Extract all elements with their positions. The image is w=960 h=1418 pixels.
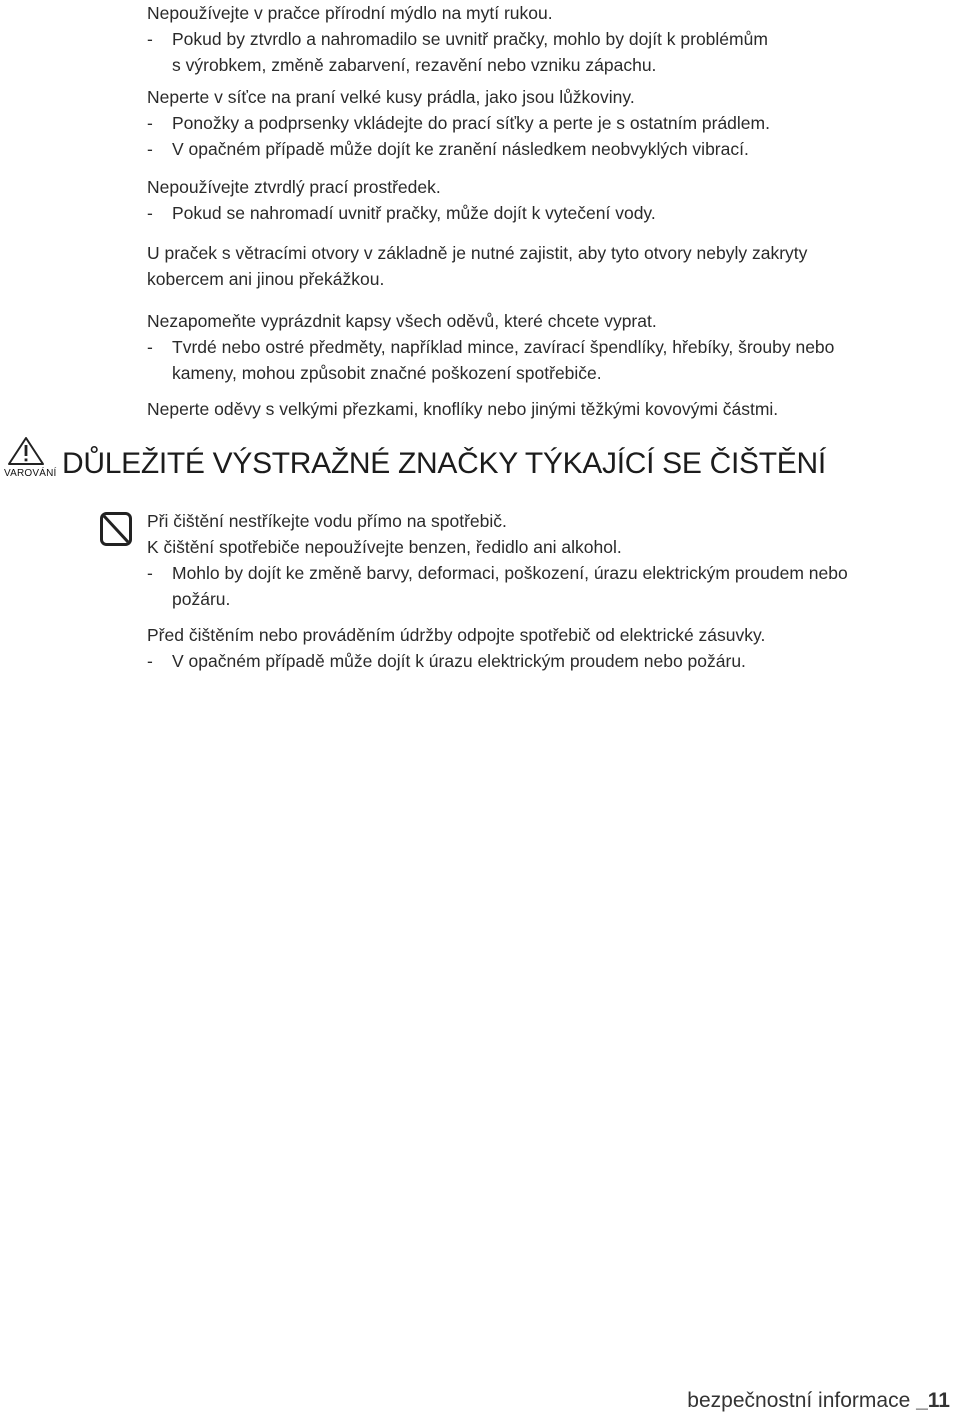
warning-triangle-icon bbox=[6, 436, 46, 466]
footer-section: bezpečnostní informace bbox=[687, 1389, 911, 1412]
text-line: Nepoužívejte ztvrdlý prací prostředek. bbox=[147, 177, 441, 197]
block-soap bbox=[147, 0, 768, 78]
block-pockets bbox=[147, 308, 834, 386]
block-vents bbox=[147, 240, 807, 292]
text-line: kobercem ani jinou překážkou. bbox=[147, 269, 385, 289]
dash-item: - Pokud se nahromadí uvnitř pračky, může dojít k vytečení vody. bbox=[147, 200, 656, 226]
text-line: Neperte oděvy s velkými přezkami, knoflíky nebo jinými těžkými kovovými částmi. bbox=[147, 399, 779, 419]
text-line: Neperte v síťce na praní velké kusy prádla, jako jsou lůžkoviny. bbox=[147, 87, 635, 107]
dash-item: - Mohlo by dojít ke změně barvy, deformaci, poškození, úrazu elektrickým proudem nebo bbox=[147, 560, 848, 586]
dash-item: - Ponožky a podprsenky vkládejte do prací síťky a perte je s ostatním prádlem. bbox=[147, 110, 770, 136]
text-line: Nepoužívejte v pračce přírodní mýdlo na mytí rukou. bbox=[147, 3, 553, 23]
block-unplug bbox=[147, 622, 765, 674]
block-buckles bbox=[147, 396, 778, 422]
block-net bbox=[147, 84, 770, 162]
dash-item: - V opačném případě může dojít k úrazu elektrickým proudem nebo požáru. bbox=[147, 648, 765, 674]
warning-label: VAROVÁNÍ bbox=[4, 468, 57, 479]
dash-item-continuation: požáru. bbox=[172, 589, 231, 609]
section-title: DŮLEŽITÉ VÝSTRAŽNÉ ZNAČKY TÝKAJÍCÍ SE ČIŠTĚNÍ bbox=[62, 447, 826, 480]
dash-item-continuation: s výrobkem, změně zabarvení, rezavění nebo vzniku zápachu. bbox=[172, 55, 657, 75]
dash-item: - V opačném případě může dojít ke zranění následkem neobvyklých vibrací. bbox=[147, 136, 770, 162]
text-line: U praček s větracími otvory v základně je nutné zajistit, aby tyto otvory nebyly zakryty bbox=[147, 243, 808, 263]
text-line: Nezapomeňte vyprázdnit kapsy všech oděvů, které chcete vyprat. bbox=[147, 311, 657, 331]
dash-item: - Pokud by ztvrdlo a nahromadilo se uvnitř pračky, mohlo by dojít k problémům bbox=[147, 26, 768, 52]
text-line: Při čištění nestříkejte vodu přímo na spotřebič. bbox=[147, 511, 507, 531]
block-cleaning bbox=[147, 508, 848, 612]
text-line: Před čištěním nebo prováděním údržby odpojte spotřebič od elektrické zásuvky. bbox=[147, 625, 766, 645]
page-number: _11 bbox=[916, 1389, 950, 1412]
page-footer bbox=[687, 1389, 950, 1413]
dash-item-continuation: kameny, mohou způsobit značné poškození spotřebiče. bbox=[172, 363, 602, 383]
block-detergent bbox=[147, 174, 656, 226]
warning-header bbox=[0, 432, 960, 492]
prohibition-icon bbox=[100, 512, 132, 546]
dash-item: - Tvrdé nebo ostré předměty, například mince, zavírací špendlíky, hřebíky, šrouby nebo bbox=[147, 334, 834, 360]
text-line: K čištění spotřebiče nepoužívejte benzen, ředidlo ani alkohol. bbox=[147, 537, 622, 557]
